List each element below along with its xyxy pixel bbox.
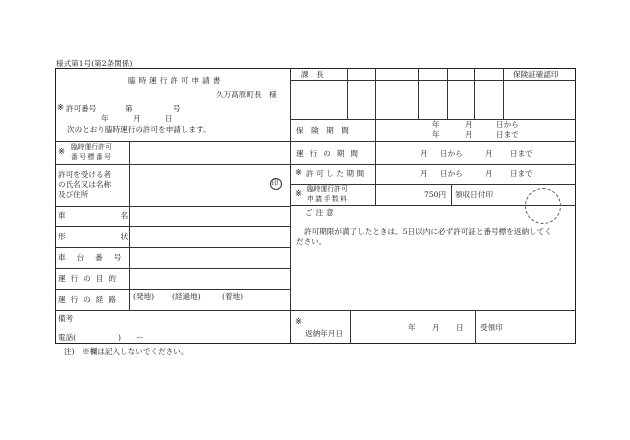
stamp-col-3 xyxy=(418,68,419,119)
left-label-divider xyxy=(129,141,130,310)
stamp-col-6 xyxy=(503,68,504,119)
row-line-2 xyxy=(55,164,290,165)
stamp-col-1 xyxy=(347,68,348,119)
center-divider xyxy=(290,68,291,344)
route-destination: (着地) xyxy=(222,292,244,301)
seal-char: 印 xyxy=(271,179,279,187)
return-row-line xyxy=(290,310,576,311)
addressee: 久万高原町長 様 xyxy=(216,90,277,99)
date-month: 月 xyxy=(133,114,141,123)
return-divider-1 xyxy=(350,310,351,344)
notes-heading: ご注意 xyxy=(305,208,337,217)
pm-to: 日まで xyxy=(510,169,533,178)
row-line-8 xyxy=(55,310,290,311)
return-day: 日 xyxy=(456,323,464,332)
return-receipt-label: 受領印 xyxy=(480,323,503,332)
return-divider-2 xyxy=(475,310,476,344)
op-month-2: 月 xyxy=(485,149,493,158)
return-month: 月 xyxy=(432,323,440,332)
applicant-label-1: 許可を受ける者 xyxy=(58,170,112,179)
op-from: 日から xyxy=(440,149,463,158)
op-to: 日まで xyxy=(510,149,533,158)
row-line-3 xyxy=(55,206,290,207)
ins-from-day: 日から xyxy=(496,120,519,129)
plate-number-label-1: 臨時運行許可 xyxy=(71,143,112,151)
ins-to-day: 日まで xyxy=(496,130,519,139)
pm-from: 日から xyxy=(440,169,463,178)
label-route: 運行の経路 xyxy=(58,295,121,304)
op-month-1: 月 xyxy=(420,149,428,158)
row-line-1 xyxy=(55,141,290,142)
permit-number-dai: 第 xyxy=(125,104,133,113)
receipt-date-stamp-label: 領収日付印 xyxy=(455,190,493,199)
notes-body-2: ださい。 xyxy=(296,237,327,246)
notes-body-1: 許可期限が満了したときは、5日以内に必ず許可証と番号標を返納してく xyxy=(304,227,552,236)
stamp-header-line xyxy=(290,80,576,81)
permit-number-label: 許可番号 xyxy=(66,104,97,113)
fee-divider-2 xyxy=(451,184,452,205)
return-mark: ※ xyxy=(295,317,303,327)
stamp-col-2 xyxy=(375,68,376,119)
ins-to-year: 年 xyxy=(432,130,440,139)
label-shape: 形状 xyxy=(58,232,184,241)
permitted-mark: ※ xyxy=(295,168,303,178)
insurance-divider xyxy=(375,119,376,141)
stamp-col-4 xyxy=(447,68,448,119)
phone-close: ) xyxy=(118,333,121,342)
label-purpose: 運行の目的 xyxy=(58,274,121,283)
applicant-label-3: 及び住所 xyxy=(58,190,89,199)
receipt-stamp-circle xyxy=(525,188,561,224)
fee-label-1: 臨時運行許可 xyxy=(307,185,348,193)
row-line-4 xyxy=(55,226,290,227)
permit-number-go: 号 xyxy=(173,104,181,113)
form-number: 様式第1号(第2条関係) xyxy=(56,59,133,68)
operation-period-label: 運行の期間 xyxy=(296,149,364,158)
insurance-row-line xyxy=(290,141,576,142)
route-via: (経過地) xyxy=(172,292,201,301)
insurance-check-label: 保険証確認印 xyxy=(513,70,559,79)
operation-row-line xyxy=(290,164,576,165)
date-day: 日 xyxy=(165,114,173,123)
fee-divider-1 xyxy=(375,184,376,205)
kacho-label: 課 長 xyxy=(301,70,324,79)
permit-number-mark: ※ xyxy=(57,103,65,113)
return-year: 年 xyxy=(408,323,416,332)
phone-label: 電話( xyxy=(58,333,77,342)
fee-mark: ※ xyxy=(295,189,303,199)
permitted-period-label: 許可した期間 xyxy=(306,169,367,178)
label-chassis-number: 車台番号 xyxy=(58,253,133,262)
ins-to-month: 月 xyxy=(465,130,473,139)
pm-month-2: 月 xyxy=(485,169,493,178)
form-title: 臨時運行許可申請書 xyxy=(128,76,224,85)
operation-divider xyxy=(375,141,376,164)
row-line-6 xyxy=(55,268,290,269)
route-origin: (発地) xyxy=(133,292,155,301)
ins-from-year: 年 xyxy=(432,120,440,129)
phone-dash: ー xyxy=(136,333,144,342)
remarks-label: 備考 xyxy=(58,314,74,323)
label-car-name: 車名 xyxy=(58,211,184,220)
return-date-label: 返納年月日 xyxy=(305,329,343,338)
date-year: 年 xyxy=(101,114,109,123)
pm-month-1: 月 xyxy=(420,169,428,178)
plate-number-label-2: 番号標番号 xyxy=(71,153,113,161)
footnote: 注) ※欄は記入しないでください。 xyxy=(64,347,189,356)
fee-label-2: 申請手数料 xyxy=(307,195,349,203)
insurance-period-label: 保険期間 xyxy=(296,126,357,135)
row-line-7 xyxy=(55,289,290,290)
applicant-label-2: の氏名又は名称 xyxy=(58,180,112,189)
row-line-5 xyxy=(55,247,290,248)
request-text: 次のとおり臨時運行の許可を申請します。 xyxy=(67,125,211,134)
ins-from-month: 月 xyxy=(465,120,473,129)
plate-number-mark: ※ xyxy=(58,147,66,157)
stamp-col-5 xyxy=(474,68,475,119)
fee-amount: 750円 xyxy=(424,190,447,199)
permitted-divider xyxy=(375,164,376,184)
